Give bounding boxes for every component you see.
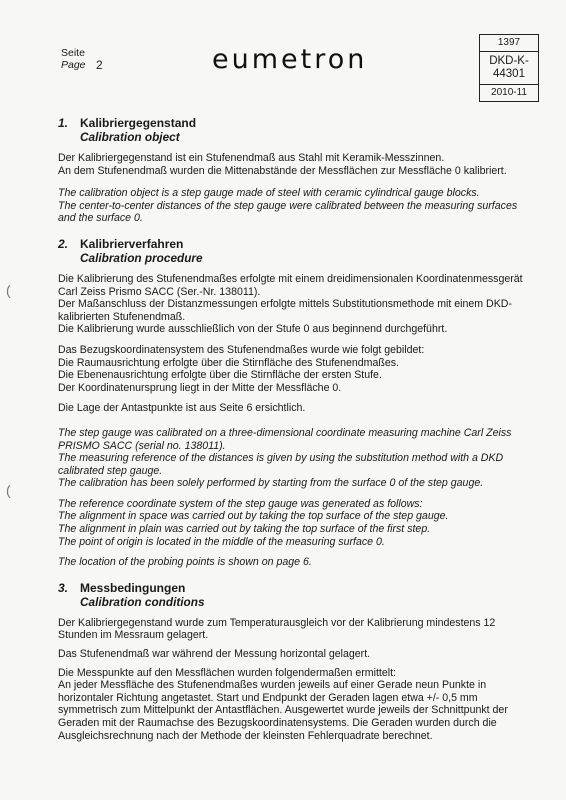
section-heading: 1. Kalibriergegenstand (58, 116, 197, 130)
dkd-lab-id: DKD-K-44301 (480, 52, 538, 85)
paragraph-en: The point of origin is located in the middle of the measuring surface 0. (58, 535, 385, 548)
paragraph-en: The calibration has been solely performed by starting from the surface 0 of the step gauge. (58, 477, 484, 490)
section-subheading: Calibration conditions (80, 594, 205, 609)
eumetron-logo: eumetron (212, 44, 368, 75)
paragraph-en: The reference coordinate system of the step gauge was generated as follows: (58, 497, 423, 510)
paragraph-de: Das Stufenendmaß war während der Messung horizontal gelagert. (58, 648, 371, 661)
page-label (61, 47, 86, 71)
paragraph-de: Die Raumausrichtung erfolgte über die Stirnfläche des Stufenendmaßes. (58, 356, 399, 369)
paragraph-en: The alignment in space was carried out by taking the top surface of the step gauge. (58, 510, 449, 523)
certificate-date: 2010-11 (491, 87, 527, 98)
certificate-number: 1397 (480, 35, 538, 52)
paragraph-en: The alignment in plain was carried out by taking the top surface of the first step. (58, 523, 431, 536)
paragraph-en: The measuring reference of the distances is given by using the substitution method with a DKD calibrated step gauge. (58, 452, 504, 477)
section-heading: 3. Messbedingungen (58, 580, 186, 595)
paragraph-de: Der Kalibriergegenstand ist ein Stufenendmaß aus Stahl mit Keramik-Messzinnen. (58, 152, 445, 164)
paragraph-en: The center-to-center distances of the step gauge were calibrated between the measuring surfaces and the surface 0. (58, 199, 518, 225)
paragraph-de: Der Kalibriergegenstand wurde zum Temperaturausgleich vor der Kalibrierung mindestens 12 Stunden im Messraum gelagert. (58, 616, 496, 642)
section-subheading: Calibration object (80, 130, 180, 144)
paragraph-de: An dem Stufenendmaß wurden die Mittenabstände der Messflächen zur Messfläche 0 kalibriert. (58, 164, 507, 177)
paragraph-de: Die Kalibrierung wurde ausschließlich von der Stufe 0 aus beginnend durchgeführt. (58, 323, 448, 336)
paragraph-de: Der Koordinatenursprung liegt in der Mitte der Messfläche 0. (58, 381, 342, 394)
paragraph-en: The calibration object is a step gauge made of steel with ceramic cylindrical gauge blocks. (58, 187, 480, 200)
page-label-de: Seite (61, 47, 85, 59)
section-subheading: Calibration procedure (80, 250, 203, 265)
section-heading: 2. Kalibrierverfahren (58, 236, 184, 251)
margin-mark: ( (6, 482, 11, 498)
margin-mark: ( (6, 282, 11, 298)
page-label-en: Page (61, 59, 86, 71)
page-number: 2 (96, 58, 103, 72)
paragraph-en: The step gauge was calibrated on a three-dimensional coordinate measuring machine Carl Zeiss PRISMO SACC (serial no. 138011). (58, 426, 512, 452)
paragraph-de: Das Bezugskoordinatensystem des Stufenendmaßes wurde wie folgt gebildet: (58, 343, 425, 356)
document-body (58, 116, 528, 742)
paragraph-de: Die Ebenenausrichtung erfolgte über die Stirnfläche der ersten Stufe. (58, 369, 382, 382)
paragraph-de: Die Messpunkte auf den Messflächen wurden folgendermaßen ermittelt: (58, 666, 396, 679)
paragraph-en: The location of the probing points is shown on page 6. (58, 556, 312, 569)
paragraph-de: An jeder Messfläche des Stufenendmaßes wurden jeweils auf einer Gerade neun Punkte in horizontaler Richtung angetastet. Start und Endpunkt der Geraden lagen etwa +/- 0,5 mm symmetrisch zum Mittelpunkt der Antastflächen. Ausgewertet wurde jeweils der Schnittpunkt der Geraden mit der Raumachse des Bezugskoordinatensystems. Die Geraden wurden durch die Ausgleichsrechnung nach der Methode der kleinsten Fehlerquadrate berechnet. (58, 679, 508, 742)
certificate-id-box (479, 34, 539, 102)
paragraph-de: Die Lage der Antastpunkte ist aus Seite 6 ersichtlich. (58, 402, 306, 415)
paragraph-de: Der Maßanschluss der Distanzmessungen erfolgte mittels Substitutionsmethode mit einem DKD-kalibrierten Stufenendmaß. (58, 298, 512, 323)
paragraph-de: Die Kalibrierung des Stufenendmaßes erfolgte mit einem dreidimensionalen Koordinatenmessgerät Carl Zeiss Prismo SACC (Ser.-Nr. 138011). (58, 272, 523, 298)
